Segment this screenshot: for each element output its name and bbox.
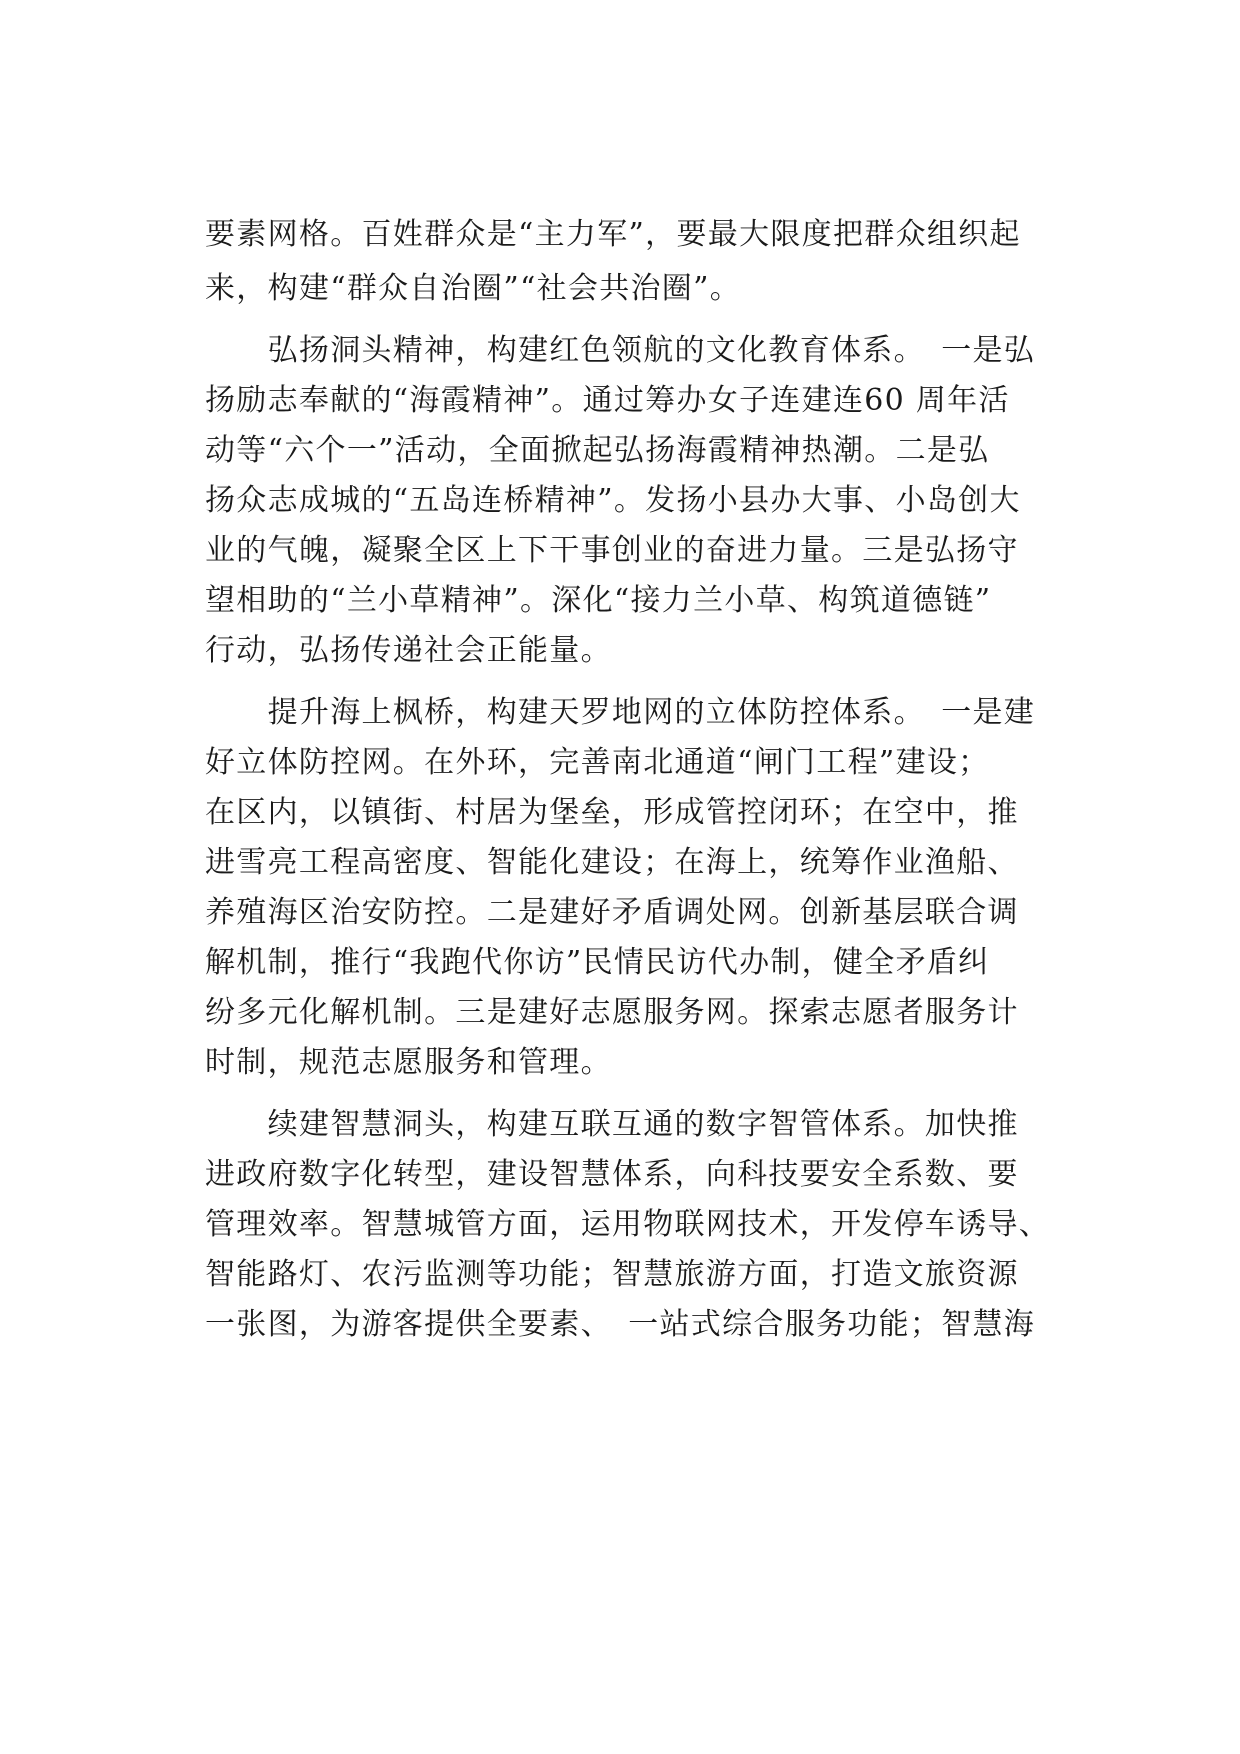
text-line: 来，构建“群众自治圈”“社会共治圈”。 xyxy=(205,271,742,306)
text-line: 一张图，为游客提供全要素、 一站式综合服务功能；智慧海 xyxy=(205,1307,1036,1342)
paragraph-grid-elements xyxy=(205,210,1065,314)
paragraph-smart-dongtou xyxy=(205,1100,1065,1350)
text-line: 纷多元化解机制。三是建好志愿服务网。探索志愿者服务计 xyxy=(205,995,1019,1030)
text-line: 好立体防控网。在外环，完善南北通道“闸门工程”建设； xyxy=(205,745,990,780)
paragraph-red-culture xyxy=(205,326,1065,676)
text-line: 在区内，以镇街、村居为堡垒，形成管控闭环；在空中，推 xyxy=(205,795,1019,830)
text-line: 续建智慧洞头，构建互联互通的数字智管体系。加快推 xyxy=(205,1107,1019,1142)
text-line: 业的气魄，凝聚全区上下干事创业的奋进力量。三是弘扬守 xyxy=(205,533,1019,568)
text-line: 行动，弘扬传递社会正能量。 xyxy=(205,633,612,668)
text-line: 养殖海区治安防控。二是建好矛盾调处网。创新基层联合调 xyxy=(205,895,1019,930)
document-body xyxy=(205,210,1065,1362)
text-line: 进雪亮工程高密度、智能化建设；在海上，统筹作业渔船、 xyxy=(205,845,1019,880)
paragraph-prevention-system xyxy=(205,688,1065,1088)
text-line: 动等“六个一”活动，全面掀起弘扬海霞精神热潮。二是弘 xyxy=(205,433,990,468)
text-line: 提升海上枫桥，构建天罗地网的立体防控体系。 一是建 xyxy=(205,695,1036,730)
text-line: 解机制，推行“我跑代你访”民情民访代办制，健全矛盾纠 xyxy=(205,945,990,980)
text-line: 智能路灯、农污监测等功能；智慧旅游方面，打造文旅资源 xyxy=(205,1257,1019,1292)
text-line: 扬众志成城的“五岛连桥精神”。发扬小县办大事、小岛创大 xyxy=(205,483,1021,518)
text-line: 要素网格。百姓群众是“主力军”，要最大限度把群众组织起 xyxy=(205,217,1021,252)
text-line: 时制，规范志愿服务和管理。 xyxy=(205,1045,612,1080)
text-line: 管理效率。智慧城管方面，运用物联网技术，开发停车诱导、 xyxy=(205,1207,1051,1242)
text-line: 进政府数字化转型，建设智慧体系，向科技要安全系数、要 xyxy=(205,1157,1019,1192)
text-line: 弘扬洞头精神，构建红色领航的文化教育体系。 一是弘 xyxy=(205,333,1036,368)
text-line: 望相助的“兰小草精神”。深化“接力兰小草、构筑道德链” xyxy=(205,583,992,618)
text-line: 扬励志奉献的“海霞精神”。通过筹办女子连建连60 周年活 xyxy=(205,383,1010,418)
